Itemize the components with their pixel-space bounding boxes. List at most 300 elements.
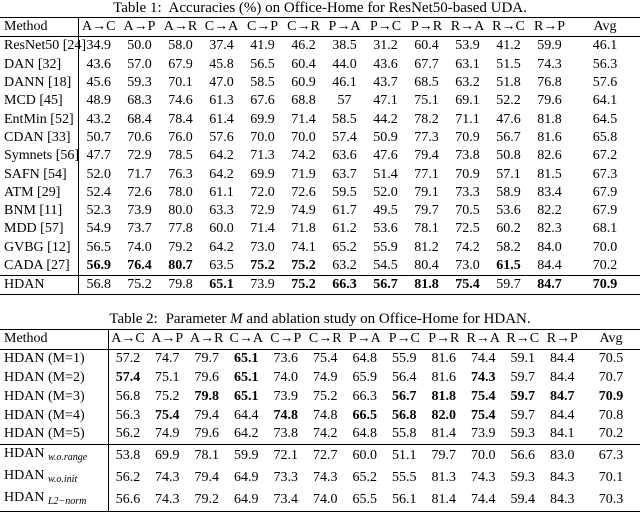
value-cell: 74.1 [291, 239, 316, 255]
method-cell [0, 239, 78, 257]
value-cell: 74.4 [464, 489, 504, 512]
value-cell: 74.8 [273, 407, 298, 423]
table1-header-col: C→A [201, 18, 242, 37]
value-cell: 50.8 [496, 148, 521, 164]
value-cell: 47.7 [86, 148, 111, 164]
method-cell [0, 129, 78, 147]
value-cell: 68.4 [127, 111, 152, 127]
value-cell: 73.9 [471, 426, 496, 442]
value-cell: 76.4 [127, 258, 152, 273]
table2-caption [0, 311, 640, 327]
value-cell: 72.6 [291, 184, 316, 200]
table1-row [0, 239, 640, 257]
value-cell: 74.3 [471, 369, 496, 385]
avg-cell: 68.1 [592, 221, 618, 237]
value-cell: 73.3 [455, 184, 480, 200]
avg-cell: 46.1 [592, 38, 618, 54]
value-cell: 43.7 [373, 75, 398, 91]
value-cell: 56.8 [115, 388, 141, 404]
value-cell: 65.5 [345, 489, 385, 512]
value-cell: 73.4 [266, 489, 306, 512]
table1-header-col: R→P [529, 18, 570, 37]
value-cell: 82.6 [537, 148, 562, 164]
table2-row [0, 387, 640, 406]
value-cell: 69.9 [148, 444, 188, 467]
method-name: Symnets [56] [4, 148, 80, 164]
value-cell: 82.0 [431, 407, 456, 423]
value-cell: 73.7 [127, 221, 152, 237]
value-cell: 77.3 [414, 129, 439, 145]
value-cell: 70.9 [455, 166, 480, 182]
method-cell [0, 37, 87, 56]
value-cell: 47.6 [496, 111, 521, 127]
table1-header-col: A→C [78, 18, 119, 37]
value-cell: 79.8 [194, 388, 219, 404]
value-cell: 64.9 [227, 489, 267, 512]
value-cell: 80.7 [168, 258, 193, 273]
value-cell: 79.7 [424, 444, 464, 467]
value-cell: 81.4 [424, 489, 464, 512]
table2-header-col: R→A [464, 330, 504, 350]
value-cell: 56.2 [115, 426, 141, 442]
value-cell: 57.2 [115, 351, 141, 367]
value-cell: 78.0 [168, 184, 193, 200]
method-subscript: w.o.range [47, 451, 88, 463]
value-cell: 70.9 [455, 129, 480, 145]
value-cell: 72.1 [266, 444, 306, 467]
method-name: EntMin [52] [4, 111, 74, 127]
value-cell: 75.2 [283, 276, 324, 295]
method-name: HDAN (M=3) [4, 388, 85, 404]
value-cell: 81.3 [431, 469, 456, 485]
value-cell: 81.5 [537, 166, 562, 182]
table1-row [0, 37, 640, 56]
value-cell: 65.2 [352, 469, 377, 485]
method-cell [0, 184, 78, 202]
value-cell: 50.7 [86, 129, 111, 145]
value-cell: 80.0 [168, 203, 193, 219]
value-cell: 79.2 [187, 489, 227, 512]
avg-cell: 70.7 [598, 369, 624, 385]
value-cell: 79.1 [414, 184, 439, 200]
value-cell: 64.9 [234, 469, 259, 485]
table2-row [0, 489, 640, 512]
value-cell: 63.1 [455, 56, 480, 72]
table2-header-col: R→C [503, 330, 543, 350]
value-cell: 73.8 [273, 426, 298, 442]
method-cell [0, 349, 108, 368]
method-cell [0, 369, 108, 388]
value-cell: 47.6 [373, 148, 398, 164]
value-cell: 56.7 [365, 276, 406, 295]
value-cell: 72.9 [127, 148, 152, 164]
value-cell: 84.7 [550, 388, 575, 404]
value-cell: 70.0 [464, 444, 504, 467]
value-cell: 73.0 [455, 258, 480, 273]
method-cell [0, 489, 108, 512]
table2-row [0, 369, 640, 388]
method-name: HDAN (M=5) [4, 426, 85, 442]
value-cell: 74.0 [127, 239, 152, 255]
value-cell: 51.1 [385, 444, 425, 467]
value-cell: 64.8 [352, 426, 377, 442]
value-cell: 78.2 [414, 111, 439, 127]
table2-header-avg: Avg [582, 330, 640, 350]
value-cell: 52.2 [496, 93, 521, 109]
value-cell: 64.2 [234, 426, 259, 442]
value-cell: 46.1 [332, 75, 357, 91]
value-cell: 67.7 [414, 56, 439, 72]
value-cell: 83.4 [537, 184, 562, 200]
method-name: HDAN [4, 467, 45, 483]
method-name: HDAN [4, 277, 45, 293]
value-cell: 60.2 [496, 221, 521, 237]
table2-ablation [0, 329, 640, 512]
avg-cell: 70.2 [598, 426, 624, 442]
value-cell: 56.3 [115, 407, 141, 423]
value-cell: 74.3 [537, 56, 562, 72]
value-cell: 74.4 [471, 351, 496, 367]
value-cell: 81.6 [431, 369, 456, 385]
value-cell: 72.7 [306, 444, 346, 467]
value-cell: 59.5 [332, 184, 357, 200]
method-cell [0, 165, 78, 183]
avg-cell: 67.9 [592, 203, 618, 219]
table1-row [0, 276, 640, 295]
value-cell: 68.3 [127, 93, 152, 109]
value-cell: 73.8 [455, 148, 480, 164]
value-cell: 70.6 [127, 129, 152, 145]
value-cell: 73.6 [273, 351, 298, 367]
method-name: SAFN [54] [4, 166, 67, 182]
value-cell: 70.1 [168, 75, 193, 91]
value-cell: 65.1 [201, 276, 242, 295]
value-cell: 64.8 [352, 351, 377, 367]
value-cell: 74.2 [291, 148, 316, 164]
value-cell: 81.8 [537, 111, 562, 127]
value-cell: 79.6 [194, 369, 219, 385]
value-cell: 84.4 [550, 369, 575, 385]
value-cell: 78.5 [168, 148, 193, 164]
value-cell: 49.5 [373, 203, 398, 219]
value-cell: 75.1 [155, 369, 180, 385]
value-cell: 64.2 [209, 239, 234, 255]
table1-header-col: P→C [365, 18, 406, 37]
value-cell: 58.2 [496, 239, 521, 255]
avg-cell: 64.1 [592, 93, 618, 109]
value-cell: 58.0 [168, 38, 193, 54]
table1-accuracies [0, 17, 640, 295]
value-cell: 45.8 [209, 56, 234, 72]
value-cell: 73.0 [250, 239, 275, 255]
value-cell: 56.2 [115, 469, 141, 485]
value-cell: 64.2 [209, 148, 234, 164]
value-cell: 72.5 [455, 221, 480, 237]
value-cell: 79.7 [194, 351, 219, 367]
value-cell: 64.4 [234, 407, 259, 423]
table2-row [0, 349, 640, 368]
value-cell: 75.2 [250, 258, 275, 273]
method-name: HDAN (M=1) [4, 351, 85, 367]
table1-header-col: C→P [242, 18, 283, 37]
value-cell: 56.9 [86, 258, 111, 273]
value-cell: 66.3 [324, 276, 365, 295]
method-name: HDAN (M=2) [4, 369, 85, 385]
value-cell: 59.9 [537, 38, 562, 54]
value-cell: 78.4 [168, 111, 193, 127]
value-cell: 52.0 [373, 184, 398, 200]
value-cell: 79.4 [194, 469, 219, 485]
value-cell: 80.4 [414, 258, 439, 273]
value-cell: 75.2 [313, 388, 338, 404]
value-cell: 50.9 [373, 129, 398, 145]
avg-cell: 67.3 [582, 444, 640, 467]
method-cell [0, 257, 78, 276]
value-cell: 31.2 [373, 38, 398, 54]
value-cell: 74.9 [291, 203, 316, 219]
value-cell: 75.1 [414, 93, 439, 109]
table2-caption-pre: Parameter [165, 311, 227, 327]
value-cell: 68.5 [414, 75, 439, 91]
method-name: GVBG [12] [4, 239, 71, 255]
value-cell: 63.7 [332, 166, 357, 182]
value-cell: 70.5 [455, 203, 480, 219]
table2-header-method: Method [0, 330, 108, 350]
value-cell: 84.3 [550, 469, 575, 485]
value-cell: 61.4 [209, 111, 234, 127]
avg-cell: 64.5 [592, 111, 618, 127]
method-cell [0, 74, 78, 92]
table1-header-method: Method [0, 18, 78, 37]
value-cell: 53.8 [108, 444, 148, 467]
value-cell: 74.9 [313, 369, 338, 385]
method-name: HDAN (M=4) [4, 407, 85, 423]
value-cell: 59.3 [510, 426, 535, 442]
value-cell: 56.8 [78, 276, 119, 295]
avg-cell: 67.3 [592, 166, 618, 182]
value-cell: 79.4 [414, 148, 439, 164]
value-cell: 61.2 [332, 221, 357, 237]
value-cell: 76.3 [168, 166, 193, 182]
avg-cell: 56.3 [592, 56, 618, 72]
table1-row [0, 56, 640, 74]
value-cell: 43.2 [86, 111, 111, 127]
value-cell: 84.4 [537, 258, 562, 273]
value-cell: 61.7 [332, 203, 357, 219]
table2-header-col: C→P [266, 330, 306, 350]
value-cell: 70.0 [291, 129, 316, 145]
value-cell: 65.2 [332, 239, 357, 255]
value-cell: 81.6 [431, 351, 456, 367]
value-cell: 72.6 [127, 184, 152, 200]
value-cell: 77.1 [414, 166, 439, 182]
method-name: HDAN [4, 445, 45, 461]
value-cell: 56.1 [385, 489, 425, 512]
value-cell: 54.9 [86, 221, 111, 237]
table2-row [0, 444, 640, 467]
value-cell: 81.4 [431, 426, 456, 442]
value-cell: 84.4 [550, 351, 575, 367]
table2-header-col: R→P [543, 330, 583, 350]
table2-header-col: C→A [227, 330, 267, 350]
table1-row [0, 74, 640, 92]
table1-header-col: R→C [488, 18, 529, 37]
value-cell: 34.9 [86, 38, 111, 54]
value-cell: 74.0 [273, 369, 298, 385]
method-cell [0, 425, 108, 444]
value-cell: 82.2 [537, 203, 562, 219]
value-cell: 79.4 [194, 407, 219, 423]
value-cell: 50.0 [127, 38, 152, 54]
value-cell: 84.0 [537, 239, 562, 255]
value-cell: 78.1 [414, 221, 439, 237]
value-cell: 59.7 [510, 388, 535, 404]
value-cell: 44.2 [373, 111, 398, 127]
value-cell: 73.3 [273, 469, 298, 485]
value-cell: 57.1 [496, 166, 521, 182]
value-cell: 74.2 [313, 426, 338, 442]
value-cell: 73.9 [127, 203, 152, 219]
value-cell: 59.7 [510, 407, 535, 423]
value-cell: 83.0 [543, 444, 583, 467]
value-cell: 58.5 [332, 111, 357, 127]
value-cell: 48.9 [86, 93, 111, 109]
value-cell: 59.3 [127, 75, 152, 91]
value-cell: 70.0 [250, 129, 275, 145]
value-cell: 68.8 [291, 93, 316, 109]
value-cell: 56.7 [496, 129, 521, 145]
value-cell: 69.1 [455, 93, 480, 109]
table1-row [0, 165, 640, 183]
value-cell: 75.4 [313, 351, 338, 367]
table1-header-col: P→R [406, 18, 447, 37]
value-cell: 71.4 [250, 221, 275, 237]
avg-cell: 57.6 [592, 75, 618, 91]
avg-cell: 70.1 [598, 469, 624, 485]
table2-header-col: A→P [148, 330, 188, 350]
value-cell: 47.1 [373, 93, 398, 109]
table1-caption-label: Table 1: [113, 0, 162, 16]
value-cell: 60.0 [209, 221, 234, 237]
value-cell: 56.6 [108, 489, 148, 512]
method-name: DAN [32] [4, 56, 62, 72]
table1-header-col: A→P [119, 18, 160, 37]
value-cell: 65.1 [234, 351, 259, 367]
value-cell: 69.9 [250, 166, 275, 182]
value-cell: 60.4 [414, 38, 439, 54]
value-cell: 56.4 [392, 369, 417, 385]
value-cell: 57.4 [332, 129, 357, 145]
value-cell: 79.6 [194, 426, 219, 442]
value-cell: 75.2 [155, 388, 180, 404]
value-cell: 74.7 [155, 351, 180, 367]
table2-row [0, 406, 640, 425]
value-cell: 72.9 [250, 203, 275, 219]
value-cell: 52.3 [86, 203, 111, 219]
method-name: DANN [18] [4, 75, 72, 91]
value-cell: 57 [337, 93, 352, 109]
value-cell: 66.3 [352, 388, 377, 404]
value-cell: 79.2 [168, 239, 193, 255]
value-cell: 52.4 [86, 184, 111, 200]
table1-header-avg: Avg [570, 18, 640, 37]
value-cell: 71.3 [250, 148, 275, 164]
value-cell: 75.4 [155, 407, 180, 423]
value-cell: 43.6 [86, 56, 111, 72]
value-cell: 44.0 [332, 56, 357, 72]
value-cell: 59.4 [503, 489, 543, 512]
method-name: MDD [57] [4, 221, 64, 237]
method-cell [0, 387, 108, 406]
method-name: CADA [27] [4, 258, 70, 273]
value-cell: 58.9 [496, 184, 521, 200]
value-cell: 64.2 [209, 166, 234, 182]
value-cell: 71.1 [455, 111, 480, 127]
value-cell: 79.7 [414, 203, 439, 219]
value-cell: 74.6 [168, 93, 193, 109]
value-cell: 55.9 [392, 351, 417, 367]
value-cell: 67.9 [168, 56, 193, 72]
value-cell: 81.6 [537, 129, 562, 145]
value-cell: 41.2 [496, 38, 521, 54]
value-cell: 78.1 [187, 444, 227, 467]
value-cell: 60.0 [345, 444, 385, 467]
method-subscript: L2−norm [47, 495, 87, 507]
value-cell: 46.2 [291, 38, 316, 54]
value-cell: 74.0 [306, 489, 346, 512]
value-cell: 57.6 [209, 129, 234, 145]
avg-cell: 70.0 [592, 239, 618, 255]
value-cell: 61.1 [209, 184, 234, 200]
table2-header-row [0, 330, 640, 350]
table1-row [0, 92, 640, 110]
method-cell [0, 202, 78, 220]
value-cell: 74.8 [313, 407, 338, 423]
value-cell: 57.4 [115, 369, 141, 385]
value-cell: 74.3 [155, 469, 180, 485]
value-cell: 53.6 [373, 221, 398, 237]
table2-row [0, 425, 640, 444]
value-cell: 51.5 [496, 56, 521, 72]
value-cell: 45.6 [86, 75, 111, 91]
method-name: HDAN [4, 489, 45, 505]
table1-row [0, 220, 640, 238]
method-cell [0, 56, 78, 74]
value-cell: 65.1 [234, 369, 259, 385]
value-cell: 79.6 [537, 93, 562, 109]
table1-row [0, 147, 640, 165]
table2-header-col: A→C [108, 330, 148, 350]
table1-header-col: R→A [447, 18, 488, 37]
value-cell: 84.4 [550, 407, 575, 423]
value-cell: 60.9 [291, 75, 316, 91]
value-cell: 59.9 [227, 444, 267, 467]
value-cell: 56.5 [250, 56, 275, 72]
table2-caption-label: Table 2: [109, 311, 158, 327]
value-cell: 37.4 [209, 38, 234, 54]
avg-cell: 67.9 [592, 184, 618, 200]
value-cell: 63.3 [209, 203, 234, 219]
value-cell: 71.9 [291, 166, 316, 182]
value-cell: 55.8 [392, 426, 417, 442]
value-cell: 56.7 [392, 388, 417, 404]
value-cell: 65.9 [352, 369, 377, 385]
value-cell: 76.0 [168, 129, 193, 145]
value-cell: 59.7 [510, 369, 535, 385]
avg-cell: 67.2 [592, 148, 618, 164]
value-cell: 51.8 [496, 75, 521, 91]
value-cell: 73.9 [242, 276, 283, 295]
